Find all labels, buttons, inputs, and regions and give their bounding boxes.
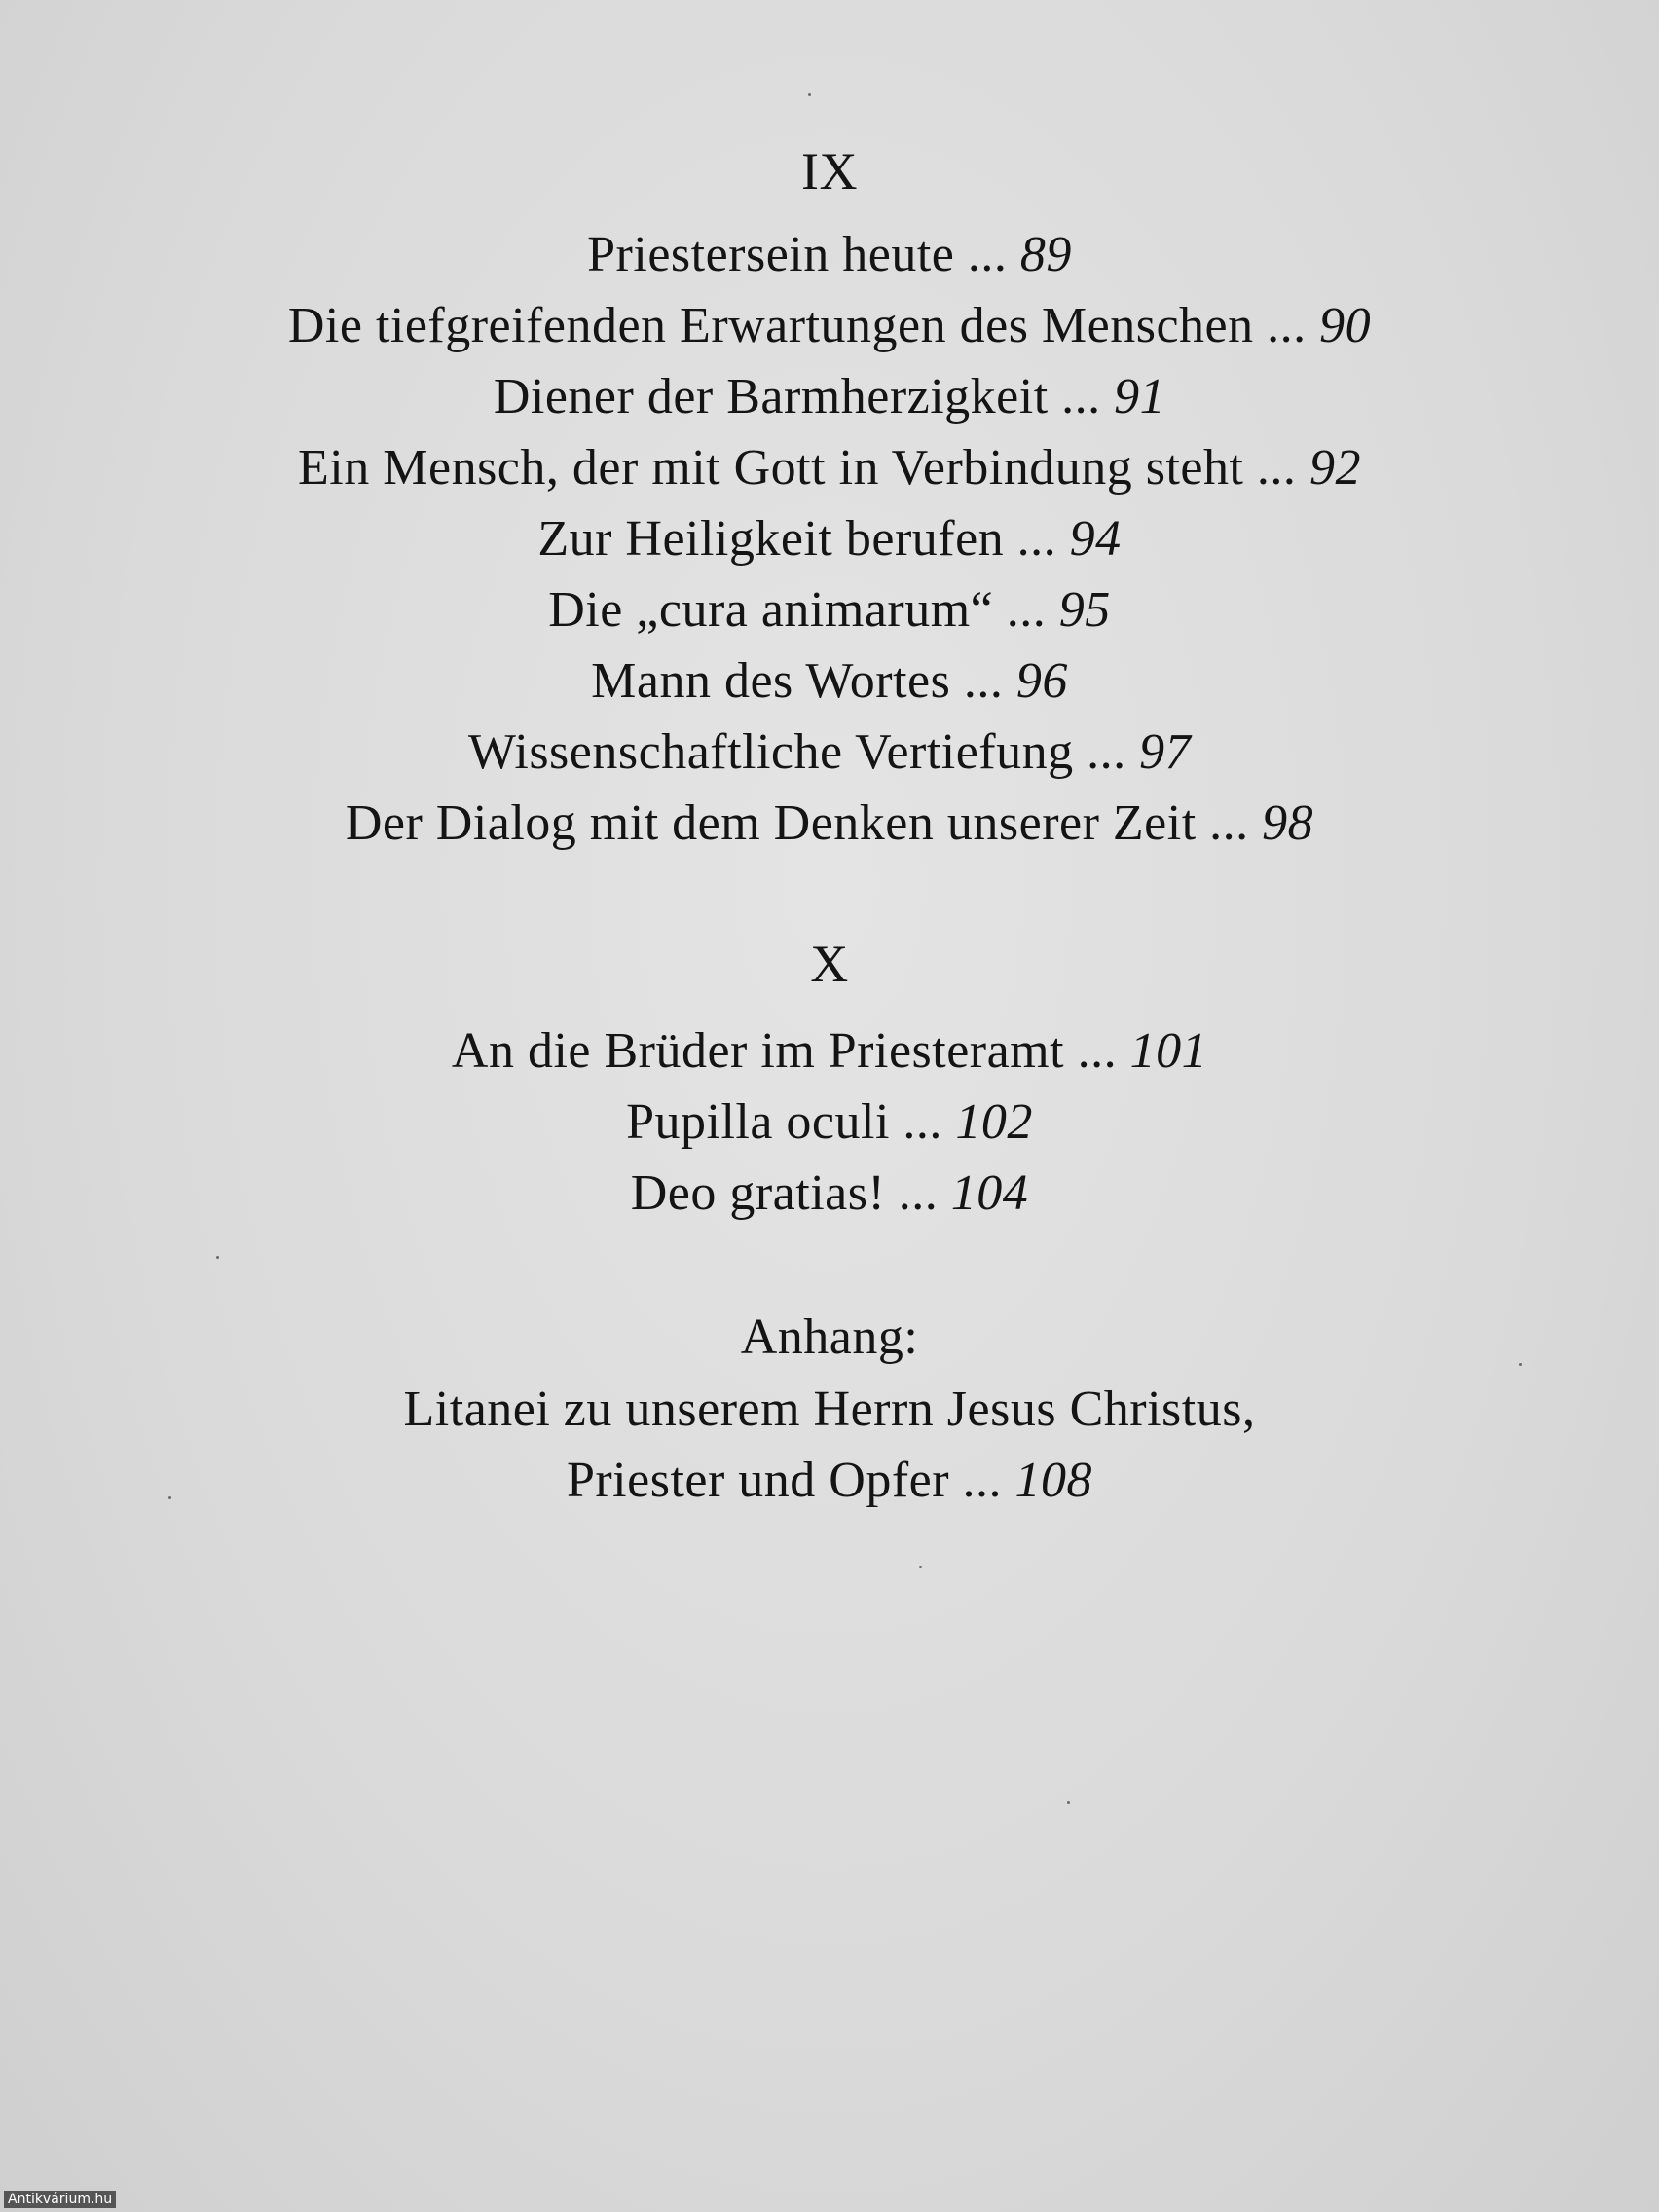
toc-entry-page: 90 <box>1319 298 1372 353</box>
toc-entry-title: Priester und Opfer ... <box>566 1453 1015 1508</box>
toc-entry-page: 91 <box>1114 369 1166 424</box>
toc-entry-title: Diener der Barmherzigkeit ... <box>493 369 1115 424</box>
toc-entry <box>0 510 1659 569</box>
appendix-heading: Anhang: <box>740 1309 919 1365</box>
toc-entry <box>0 297 1659 355</box>
toc-entry <box>0 794 1659 853</box>
toc-entry-title: Pupilla oculi ... <box>626 1094 956 1150</box>
toc-entry-page: 94 <box>1069 511 1122 567</box>
toc-entry-page: 104 <box>950 1165 1029 1221</box>
section-heading-ix: IX <box>801 142 858 201</box>
toc-entry <box>0 652 1659 711</box>
toc-entry <box>0 1093 1659 1152</box>
toc-entry-title: Wissenschaftliche Vertiefung ... <box>467 724 1140 780</box>
appendix-entry-line-1: Litanei zu unserem Herrn Jesus Christus, <box>403 1382 1256 1437</box>
toc-entry-title: Zur Heiligkeit berufen ... <box>537 511 1070 567</box>
toc-entry <box>0 723 1659 782</box>
toc-entry-title: Die „cura animarum“ ... <box>548 582 1059 638</box>
toc-entry-page: 92 <box>1309 440 1361 496</box>
toc-entry <box>0 1022 1659 1081</box>
toc-entry-title: Der Dialog mit dem Denken unserer Zeit ... <box>345 795 1263 851</box>
toc-entry-page: 89 <box>1019 227 1072 282</box>
paper-speck <box>1519 1363 1522 1366</box>
toc-entry <box>0 226 1659 284</box>
paper-speck <box>168 1496 171 1499</box>
section-heading-x: X <box>810 935 849 993</box>
toc-entry-page: 108 <box>1014 1453 1093 1508</box>
toc-entry-page: 95 <box>1058 582 1111 638</box>
toc-entry <box>0 581 1659 640</box>
toc-entry-title: Ein Mensch, der mit Gott in Verbindung steht ... <box>298 440 1309 496</box>
toc-entry-page: 102 <box>955 1094 1033 1150</box>
toc-entry <box>0 368 1659 426</box>
toc-entry <box>0 439 1659 498</box>
watermark-label: Antikvárium.hu <box>4 2191 116 2208</box>
toc-entry-page: 98 <box>1262 795 1314 851</box>
paper-speck <box>919 1566 922 1568</box>
toc-entry-title: Deo gratias! ... <box>630 1165 951 1221</box>
toc-entry-page: 96 <box>1015 653 1068 709</box>
paper-speck <box>1067 1801 1070 1804</box>
toc-entry-title: Mann des Wortes ... <box>591 653 1016 709</box>
toc-entry <box>0 1164 1659 1223</box>
toc-entry-title: Priestersein heute ... <box>587 227 1020 282</box>
toc-entry-title: Die tiefgreifenden Erwartungen des Menschen ... <box>287 298 1320 353</box>
paper-speck <box>216 1256 219 1259</box>
toc-entry-title: An die Brüder im Priesteramt ... <box>451 1023 1130 1079</box>
appendix-entry-line-2 <box>0 1452 1659 1510</box>
paper-speck <box>808 93 811 96</box>
toc-entry-page: 97 <box>1139 724 1192 780</box>
toc-entry-page: 101 <box>1129 1023 1208 1079</box>
